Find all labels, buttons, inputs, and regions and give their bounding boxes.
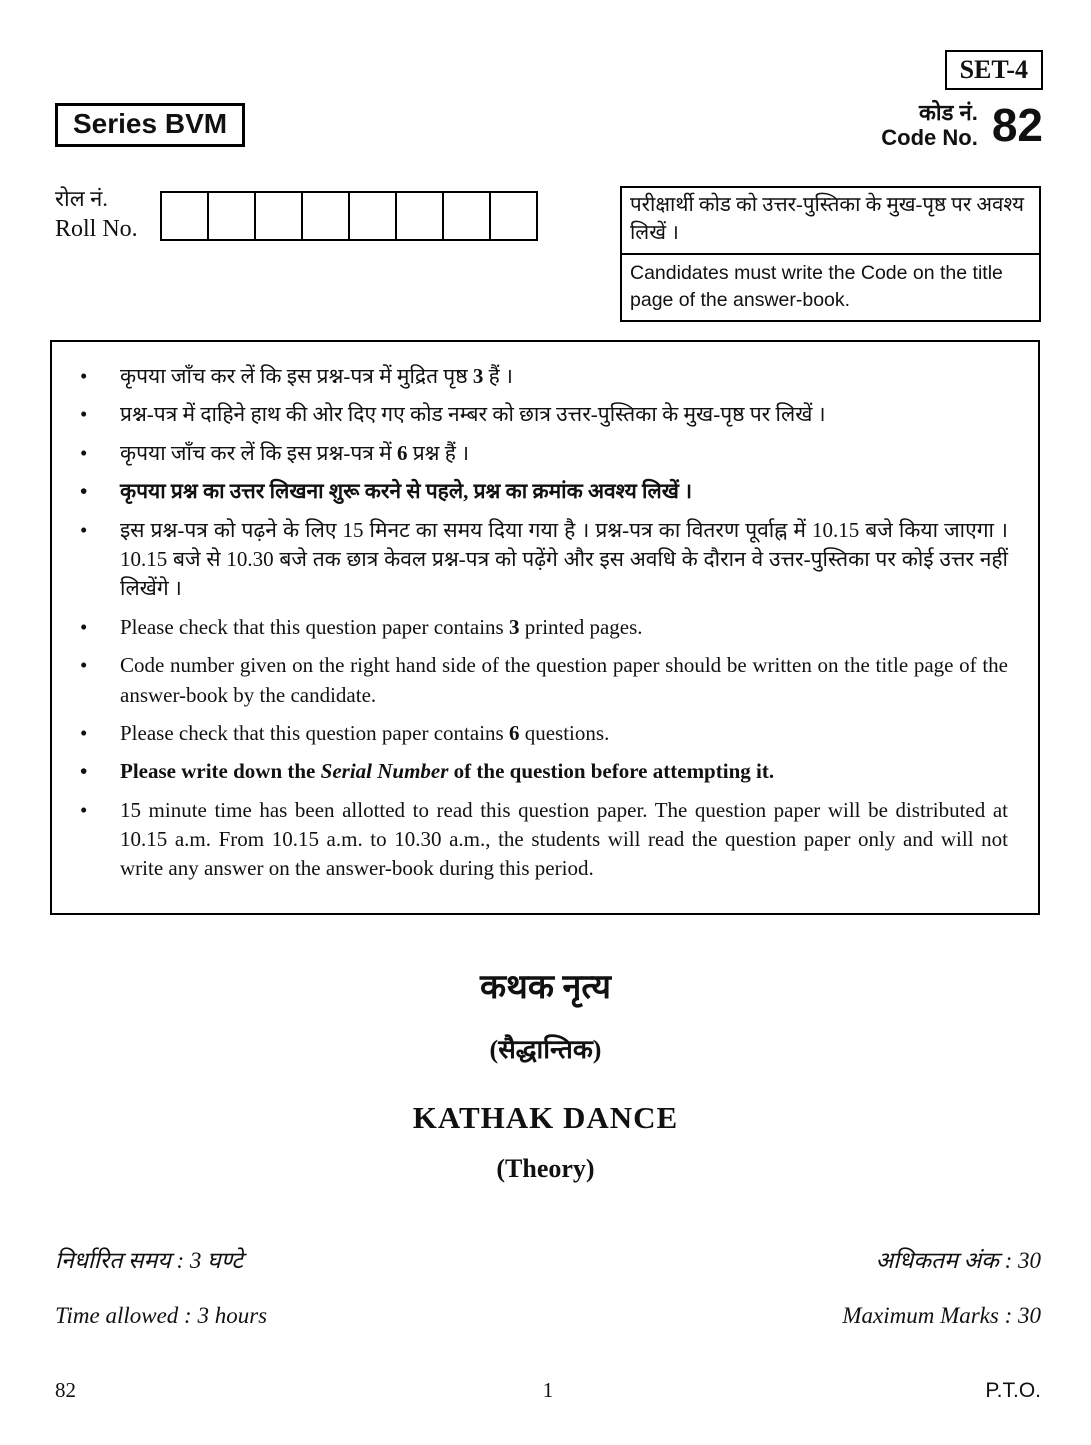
max-marks-hindi: अधिकतम अंक : 30	[875, 1248, 1041, 1273]
page-number: 1	[542, 1378, 554, 1402]
instruction-item	[120, 613, 1008, 642]
pto-label: P.T.O.	[985, 1379, 1041, 1402]
code-number: 82	[991, 99, 1043, 152]
instruction-text: कृपया प्रश्न का उत्तर लिखना शुरू करने से पहले, प्रश्न का क्रमांक अवश्य लिखें ।	[120, 479, 693, 504]
roll-number-boxes	[160, 191, 538, 241]
subject-subtitle-hindi: (सैद्धान्तिक)	[489, 1035, 602, 1064]
meta-row-hindi	[55, 1243, 1041, 1275]
meta-row-english	[55, 1303, 1041, 1329]
roll-number-section	[55, 183, 538, 245]
instruction-text: Serial Number	[320, 759, 449, 784]
roll-labels	[55, 183, 160, 245]
instruction-text: Please check that this question paper contains	[120, 720, 509, 745]
instruction-text: कृपया जाँच कर लें कि इस प्रश्न-पत्र में	[120, 440, 397, 465]
instruction-item	[120, 757, 1008, 786]
code-notice-english: Candidates must write the Code on the title page of the answer-book.	[630, 262, 1003, 311]
roll-number-cell	[348, 191, 397, 241]
roll-label-hindi: रोल नं.	[55, 186, 108, 211]
roll-number-cell	[442, 191, 491, 241]
instruction-text: प्रश्न हैं ।	[407, 440, 470, 465]
instruction-item	[120, 439, 1008, 468]
footer-paper-code: 82	[55, 1378, 76, 1402]
code-label-english: Code No.	[881, 125, 978, 151]
instruction-text: प्रश्न-पत्र में दाहिने हाथ की ओर दिए गए कोड नम्बर को छात्र उत्तर-पुस्तिका के मुख-पृष्ठ पर लिखें ।	[120, 402, 826, 427]
instruction-text: 3	[508, 614, 520, 639]
instruction-text: 15 minute time has been allotted to read this question paper. The question paper will be distributed at 10.15 a.m. From 10.15 a.m. to 10.30 a.m., the students will read the question paper only and will not write any answer on the answer-book during this period.	[120, 797, 1008, 881]
instruction-text: इस प्रश्न-पत्र को पढ़ने के लिए 15 मिनट का समय दिया गया है । प्रश्न-पत्र का वितरण पूर्वाह्न में 10.15 बजे किया जाएगा । 10.15 बजे से 10.30 बजे तक छात्र केवल प्रश्न-पत्र को पढ़ेंगे और इस अवधि के दौरान वे उत्तर-पुस्तिका पर कोई उत्तर नहीं लिखेंगे ।	[120, 517, 1008, 601]
set-label: SET-4	[945, 50, 1043, 90]
subject-title-hindi: कथक नृत्य	[480, 969, 611, 1006]
instruction-text: of the question before attempting it.	[448, 759, 775, 784]
roll-number-cell	[160, 191, 209, 241]
instruction-text: Code number given on the right hand side of the question paper should be written on the title page of the answer-book by the candidate.	[120, 653, 1008, 707]
code-label-hindi: कोड नं.	[919, 100, 978, 125]
subject-subtitle-english: (Theory)	[496, 1154, 595, 1183]
instruction-item	[120, 796, 1008, 884]
instruction-text: 6	[396, 440, 408, 465]
roll-number-cell	[489, 191, 538, 241]
code-labels	[881, 100, 978, 151]
instructions-list	[76, 362, 1008, 884]
instruction-item	[120, 719, 1008, 748]
instruction-text: printed pages.	[519, 614, 643, 639]
instruction-text: 3	[472, 364, 484, 388]
code-notice-hindi: परीक्षार्थी कोड को उत्तर-पुस्तिका के मुख-पृष्ठ पर अवश्य लिखें ।	[622, 188, 1039, 255]
time-allowed-hindi: निर्धारित समय : 3 घण्टे	[55, 1248, 243, 1273]
max-marks-english: Maximum Marks : 30	[842, 1303, 1041, 1328]
instruction-item	[120, 516, 1008, 604]
roll-number-cell	[395, 191, 444, 241]
code-notice-box	[620, 186, 1041, 322]
instruction-text: हैं ।	[483, 364, 513, 388]
instruction-text: 6	[508, 720, 520, 745]
title-block	[0, 962, 1091, 1184]
subject-title-english: KATHAK DANCE	[412, 1100, 679, 1135]
page-footer	[55, 1378, 1041, 1403]
series-label: Series BVM	[55, 103, 245, 147]
instruction-text: Please write down the	[120, 759, 321, 784]
instruction-item	[120, 651, 1008, 710]
roll-number-cell	[254, 191, 303, 241]
instruction-item	[120, 400, 1008, 429]
instructions-box	[50, 340, 1040, 915]
instruction-text: questions.	[519, 720, 610, 745]
instruction-item	[120, 362, 1008, 391]
roll-number-cell	[301, 191, 350, 241]
time-allowed-english: Time allowed : 3 hours	[55, 1303, 268, 1328]
instruction-text: Please check that this question paper contains	[120, 614, 509, 639]
roll-label-english: Roll No.	[55, 215, 138, 242]
instruction-item	[120, 477, 1008, 506]
instruction-text: कृपया जाँच कर लें कि इस प्रश्न-पत्र में मुद्रित पृष्ठ	[120, 364, 473, 388]
code-number-block	[881, 100, 1043, 151]
roll-number-cell	[207, 191, 256, 241]
